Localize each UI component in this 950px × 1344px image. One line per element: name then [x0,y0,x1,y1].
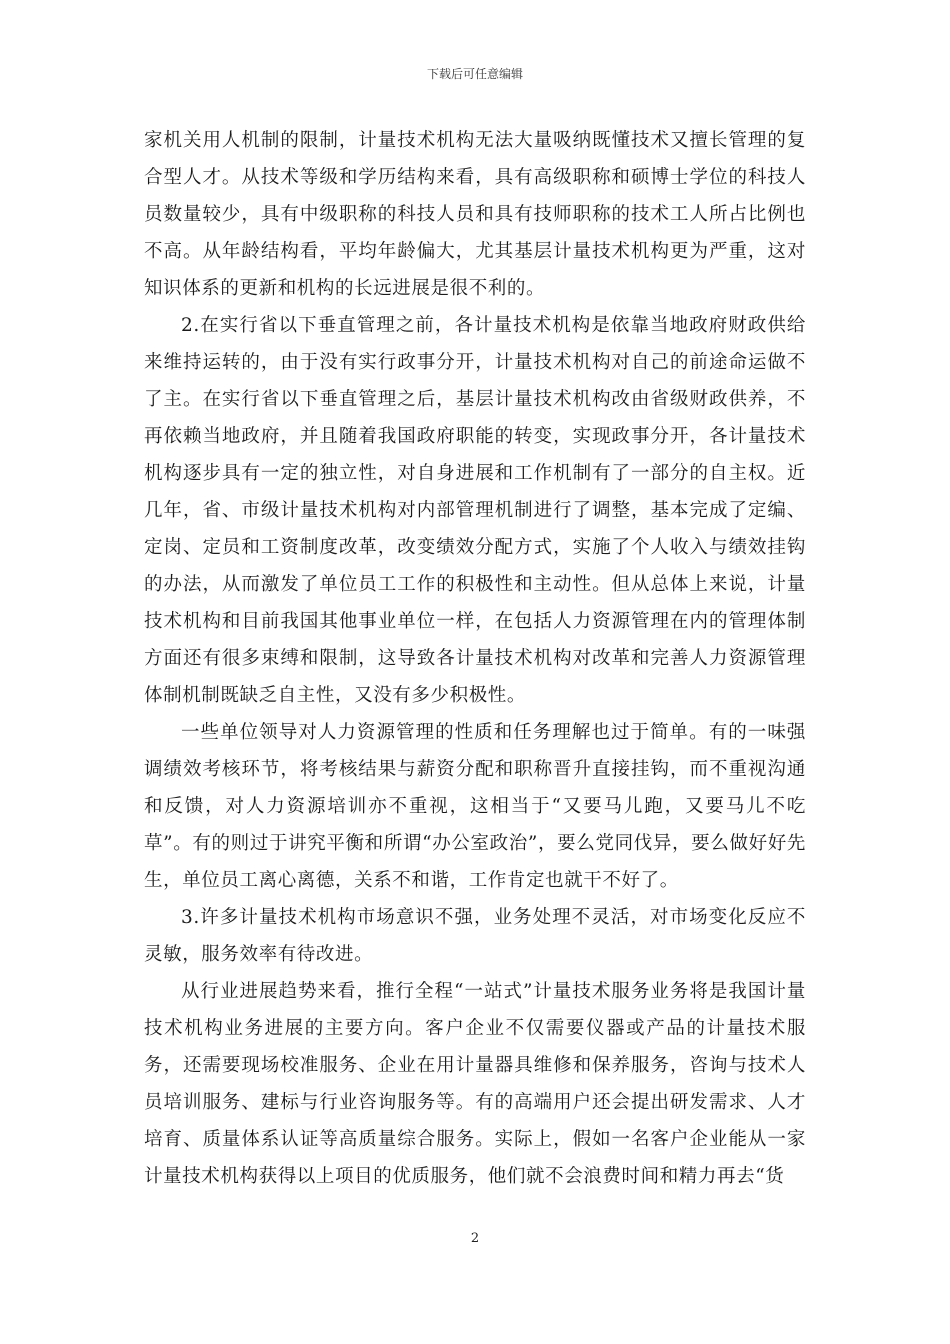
document-body [144,122,806,1195]
page-header: 下载后可任意编辑 [426,67,523,81]
paragraph-1: 家机关用人机制的限制，计量技术机构无法大量吸纳既懂技术又擅长管理的复合型人才。从技术等级和学历结构来看，具有高级职称和硕博士学位的科技人员数量较少，具有中级职称的科技人员和具有技师职称的技术工人所占比例也不高。从年龄结构看，平均年龄偏大，尤其基层计量技术机构更为严重，这对知识体系的更新和机构的长远进展是很不利的。 [144,130,806,299]
paragraph-3: 一些单位领导对人力资源管理的性质和任务理解也过于简单。有的一味强调绩效考核环节，将考核结果与薪资分配和职称晋升直接挂钩，而不重视沟通和反馈，对人力资源培训亦不重视，这相当于“又要马儿跑，又要马儿不吃草”。有的则过于讲究平衡和所谓“办公室政治”，要么党同伐异，要么做好好先生，单位员工离心离德，关系不和谐，工作肯定也就干不好了。 [144,722,806,891]
page-number: 2 [470,1231,480,1246]
paragraph-5: 从行业进展趋势来看，推行全程“一站式”计量技术服务业务将是我国计量技术机构业务进展的主要方向。客户企业不仅需要仪器或产品的计量技术服务，还需要现场校准服务、企业在用计量器具维修和保养服务，咨询与技术人员培训服务、建标与行业咨询服务等。有的高端用户还会提出研发需求、人才培育、质量体系认证等高质量综合服务。实际上，假如一名客户企业能从一家计量技术机构获得以上项目的优质服务，他们就不会浪费时间和精力再去“货 [144,981,806,1187]
paragraph-2: 2.在实行省以下垂直管理之前，各计量技术机构是依靠当地政府财政供给来维持运转的，由于没有实行政事分开，计量技术机构对自己的前途命运做不了主。在实行省以下垂直管理之后，基层计量技术机构改由省级财政供养，不再依赖当地政府，并且随着我国政府职能的转变，实现政事分开，各计量技术机构逐步具有一定的独立性，对自身进展和工作机制有了一部分的自主权。近几年，省、市级计量技术机构对内部管理机制进行了调整，基本完成了定编、定岗、定员和工资制度改革，改变绩效分配方式，实施了个人收入与绩效挂钩的办法，从而激发了单位员工工作的积极性和主动性。但从总体上来说，计量技术机构和目前我国其他事业单位一样，在包括人力资源管理在内的管理体制方面还有很多束缚和限制，这导致各计量技术机构对改革和完善人力资源管理体制机制既缺乏自主性，又没有多少积极性。 [144,315,806,706]
paragraph-4: 3.许多计量技术机构市场意识不强，业务处理不灵活，对市场变化反应不灵敏，服务效率有待改进。 [144,907,806,965]
